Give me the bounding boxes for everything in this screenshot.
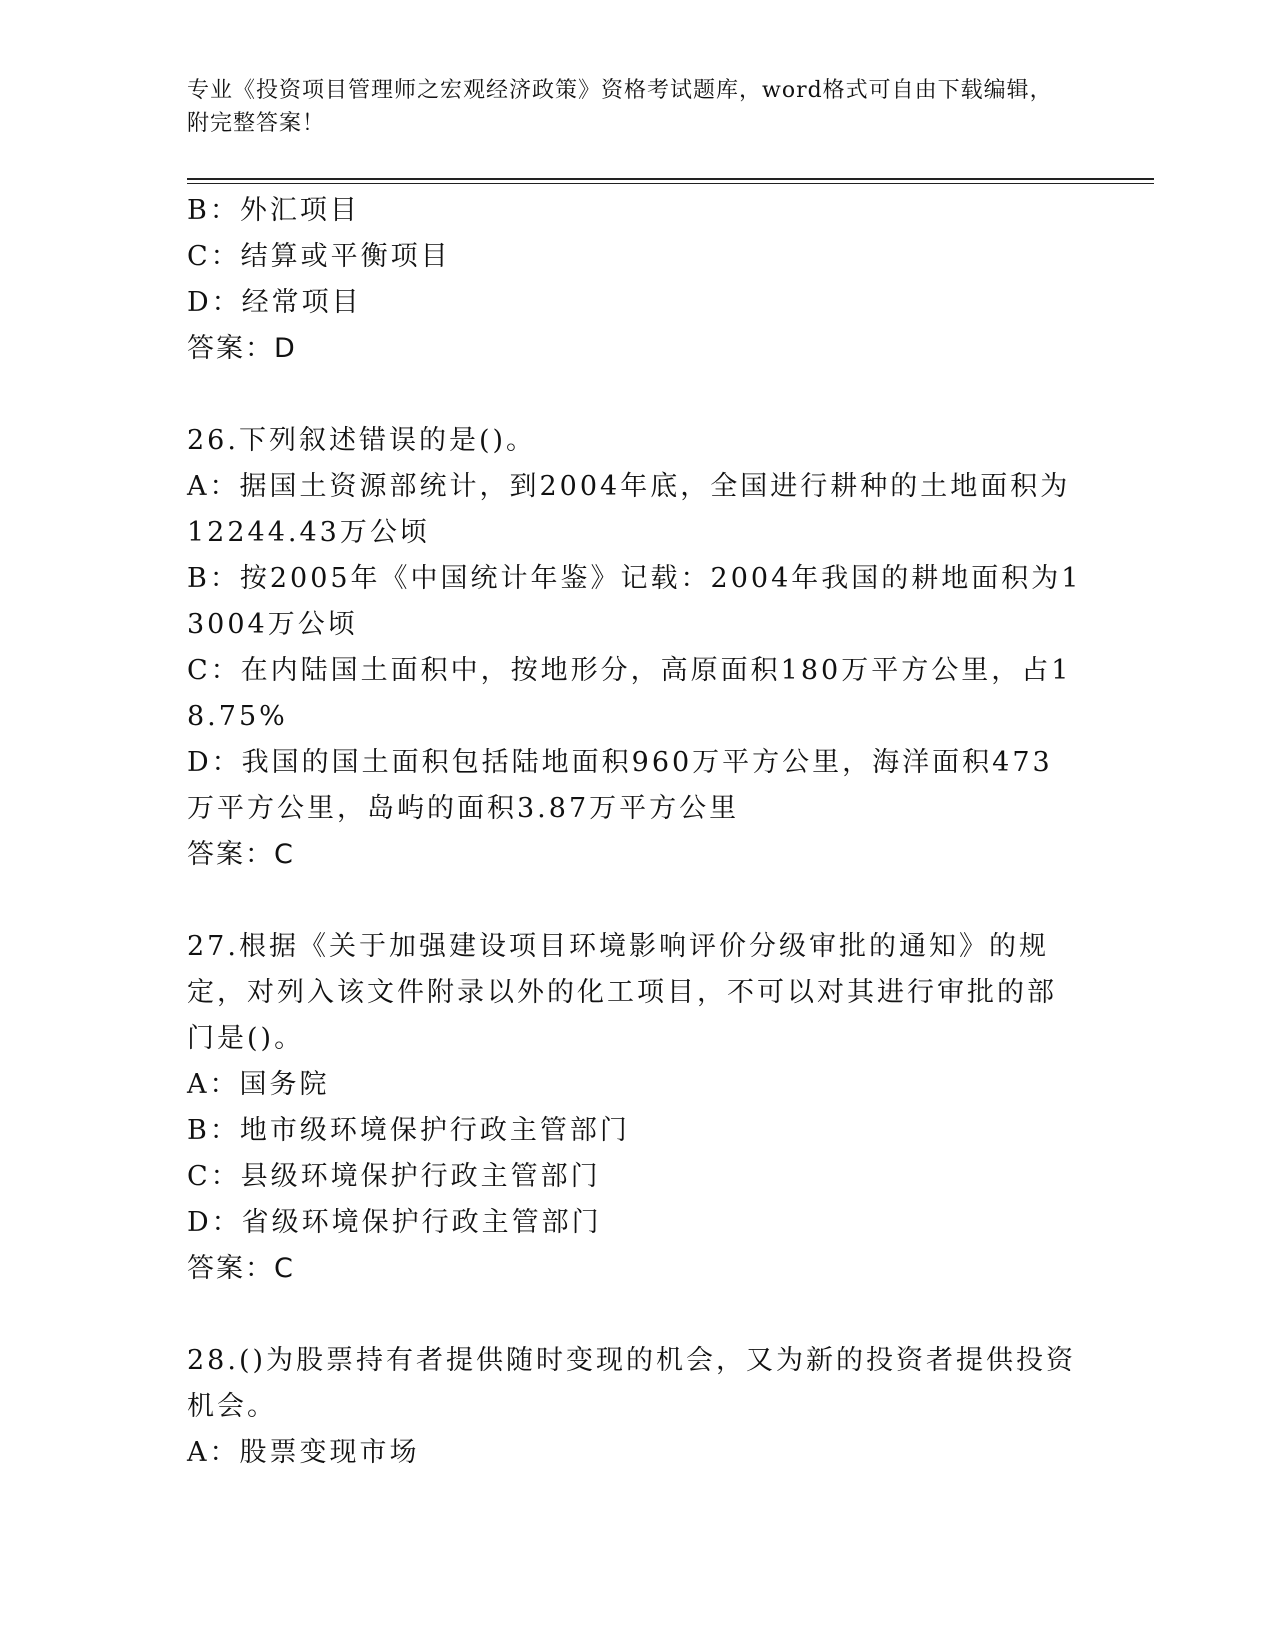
- option-d: D：我国的国土面积包括陆地面积960万平方公里，海洋面积473万平方公里，岛屿的面积3.87万平方公里: [187, 747, 1053, 824]
- option-a: A：股票变现市场: [187, 1437, 420, 1468]
- document-header: 专业《投资项目管理师之宏观经济政策》资格考试题库，word格式可自由下载编辑，附完整答案！: [187, 78, 1053, 136]
- option-c: C：结算或平衡项目: [187, 241, 451, 272]
- question-stem: 27.根据《关于加强建设项目环境影响评价分级审批的通知》的规定，对列入该文件附录以外的化工项目，不可以对其进行审批的部门是()。: [187, 931, 1057, 1054]
- spacer: [187, 878, 1082, 924]
- answer-line: 答案：D: [187, 333, 297, 364]
- option-b: B：按2005年《中国统计年鉴》记载：2004年我国的耕地面积为13004万公顷: [187, 563, 1082, 640]
- question-25-continued: [187, 188, 1082, 372]
- answer-line: 答案：C: [187, 1253, 295, 1284]
- header-divider-thin: [187, 183, 1154, 184]
- question-28: [187, 1338, 1082, 1476]
- option-b: B：地市级环境保护行政主管部门: [187, 1115, 630, 1146]
- spacer: [187, 1292, 1082, 1338]
- header-divider-thick: [187, 178, 1154, 180]
- answer-line: 答案：C: [187, 839, 295, 870]
- option-d: D：经常项目: [187, 287, 362, 318]
- question-27: [187, 924, 1082, 1292]
- option-a: A：国务院: [187, 1069, 330, 1100]
- option-d: D：省级环境保护行政主管部门: [187, 1207, 602, 1238]
- spacer: [187, 372, 1082, 418]
- option-c: C：县级环境保护行政主管部门: [187, 1161, 601, 1192]
- question-26: [187, 418, 1082, 878]
- question-content: [187, 188, 1082, 1476]
- question-stem: 26.下列叙述错误的是()。: [187, 425, 537, 456]
- option-b: B：外汇项目: [187, 195, 360, 226]
- option-c: C：在内陆国土面积中，按地形分，高原面积180万平方公里，占18.75%: [187, 655, 1072, 732]
- question-stem: 28.()为股票持有者提供随时变现的机会，又为新的投资者提供投资机会。: [187, 1345, 1077, 1422]
- option-a: A：据国土资源部统计，到2004年底，全国进行耕种的土地面积为12244.43万公顷: [187, 471, 1071, 548]
